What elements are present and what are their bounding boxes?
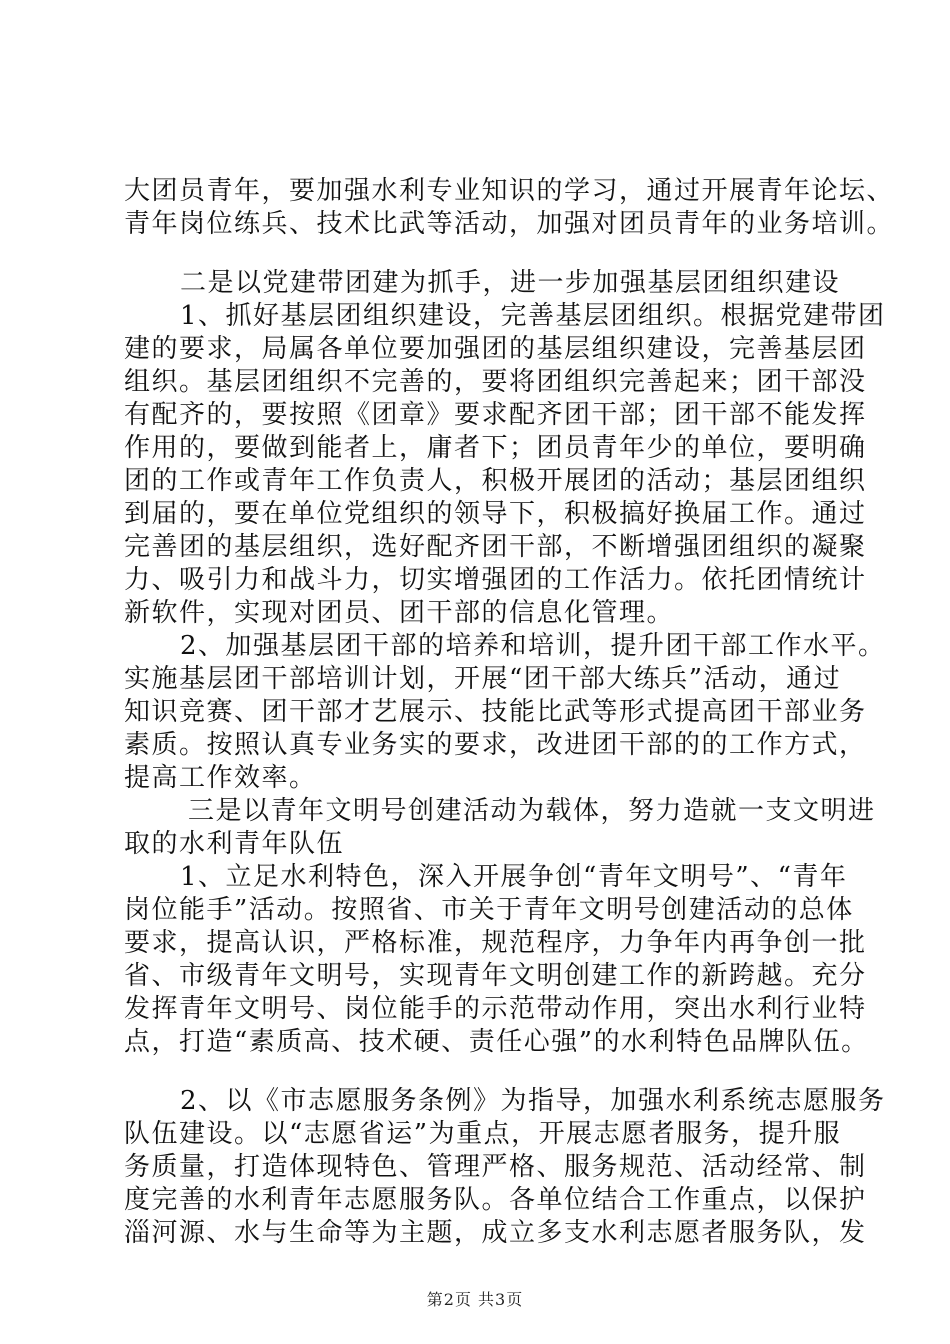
text-line: 组织。基层团组织不完善的，要将团组织完善起来；团干部没: [124, 367, 867, 397]
section-heading: 二是以党建带团建为抓手，进一步加强基层团组织建设: [180, 268, 841, 298]
text-line: 力、吸引力和战斗力，切实增强团的工作活力。依托团情统计: [124, 565, 867, 595]
text-line: 要求，提高认识，严格标准，规范程序，力争年内再争创一批: [124, 928, 867, 958]
text-line: 务质量，打造体现特色、管理严格、服务规范、活动经常、制: [124, 1152, 867, 1182]
section-heading: 三是以青年文明号创建活动为载体，努力造就一支文明进: [188, 796, 876, 826]
text-line: 素质。按照认真专业务实的要求，改进团干部的的工作方式，: [124, 730, 867, 760]
text-line: 淄河源、水与生命等为主题，成立多支水利志愿者服务队，发: [124, 1218, 867, 1248]
text-line: 青年岗位练兵、技术比武等活动，加强对团员青年的业务培训。: [124, 209, 895, 239]
text-line: 点，打造“素质高、技术硬、责任心强”的水利特色品牌队伍。: [124, 1027, 869, 1057]
text-line: 1、立足水利特色，深入开展争创“青年文明号”、“青年: [180, 862, 848, 892]
text-line: 省、市级青年文明号，实现青年文明创建工作的新跨越。充分: [124, 961, 867, 991]
text-line: 到届的，要在单位党组织的领导下，积极搞好换届工作。通过: [124, 499, 867, 529]
text-line: 完善团的基层组织，选好配齐团干部，不断增强团组织的凝聚: [124, 532, 867, 562]
text-line: 2、以《市志愿服务条例》为指导，加强水利系统志愿服务: [180, 1086, 886, 1116]
text-line: 大团员青年，要加强水利专业知识的学习，通过开展青年论坛、: [124, 176, 895, 206]
text-line: 作用的，要做到能者上，庸者下；团员青年少的单位，要明确: [124, 433, 867, 463]
text-line: 团的工作或青年工作负责人，积极开展团的活动；基层团组织: [124, 466, 867, 496]
text-line: 提高工作效率。: [124, 763, 317, 793]
text-line: 1、抓好基层团组织建设，完善基层团组织。根据党建带团: [180, 301, 886, 331]
text-line: 队伍建设。以“志愿省运”为重点，开展志愿者服务，提升服: [124, 1119, 842, 1149]
section-heading: 取的水利青年队伍: [124, 829, 345, 859]
text-line: 度完善的水利青年志愿服务队。各单位结合工作重点，以保护: [124, 1185, 867, 1215]
text-line: 新软件，实现对团员、团干部的信息化管理。: [124, 598, 675, 628]
text-line: 知识竞赛、团干部才艺展示、技能比武等形式提高团干部业务: [124, 697, 867, 727]
text-line: 岗位能手”活动。按照省、市关于青年文明号创建活动的总体: [124, 895, 854, 925]
text-line: 2、加强基层团干部的培养和培训，提升团干部工作水平。: [180, 631, 886, 661]
text-line: 实施基层团干部培训计划，开展“团干部大练兵”活动，通过: [124, 664, 842, 694]
text-line: 有配齐的，要按照《团章》要求配齐团干部；团干部不能发挥: [124, 400, 867, 430]
text-line: 发挥青年文明号、岗位能手的示范带动作用，突出水利行业特: [124, 994, 867, 1024]
text-line: 建的要求，局属各单位要加强团的基层组织建设，完善基层团: [124, 334, 867, 364]
page-number-footer: 第2页 共3页: [426, 1290, 524, 1309]
